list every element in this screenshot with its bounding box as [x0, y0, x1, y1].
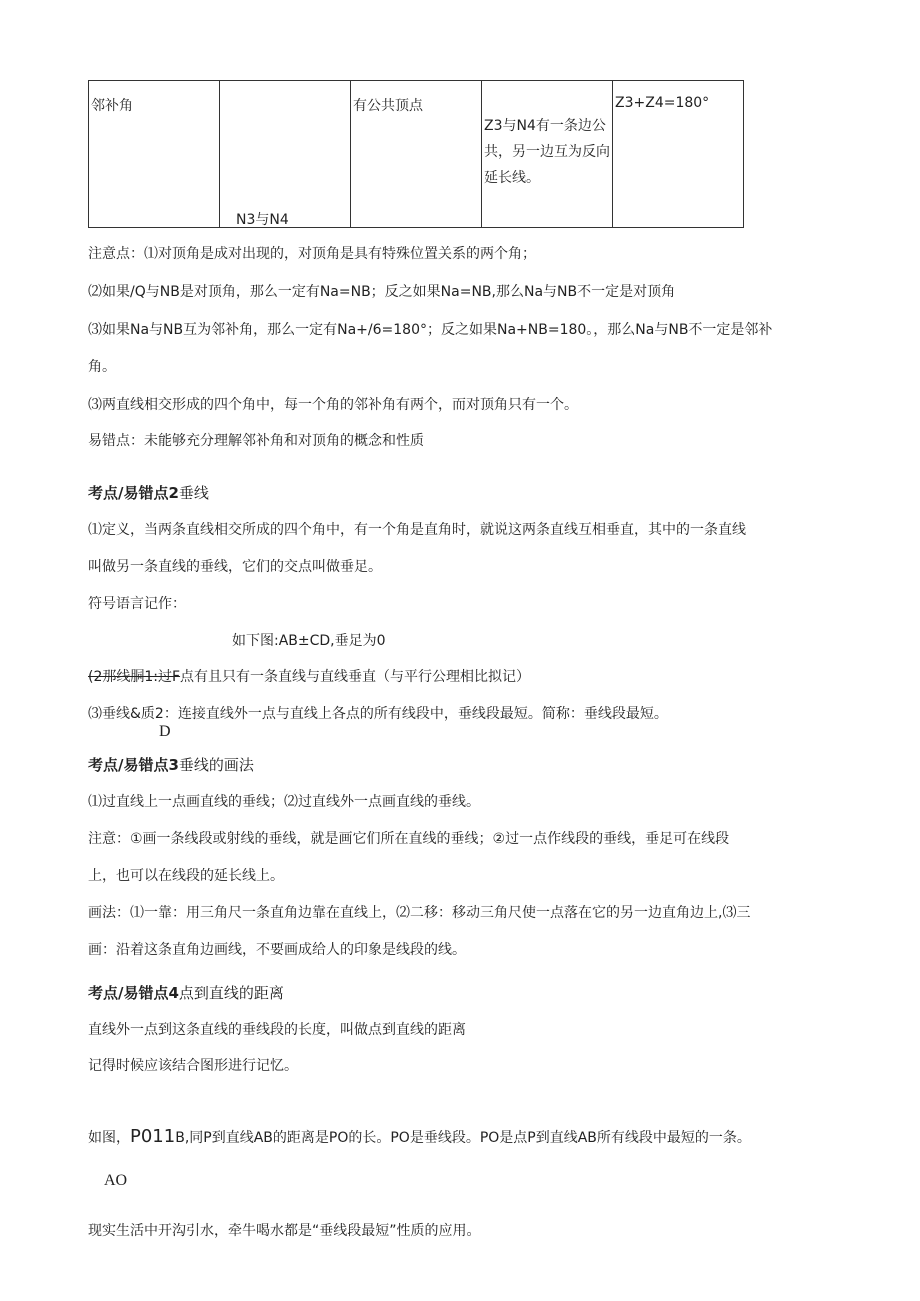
- attention-line-1: 注意：①画一条线段或射线的垂线，就是画它们所在直线的垂线；②过一点作线段的垂线，垂足可在线段: [88, 831, 730, 847]
- drawing-methods: ⑴过直线上一点画直线的垂线；⑵过直线外一点画直线的垂线。: [88, 794, 480, 810]
- figure-label-ao: AO: [104, 1172, 128, 1189]
- symbol-language: 符号语言记作：: [88, 596, 186, 612]
- section-2-heading-rest: 垂线: [178, 484, 209, 502]
- method-line-2: 画：沿着这条直角边画线，不要画成给人的印象是线段的线。: [88, 942, 466, 958]
- note-item-3-line2: 角。: [88, 359, 116, 375]
- note-item-3-line1: ⑶如果Na与NB互为邻补角，那么一定有Na+/6=180°；反之如果Na+NB=180。，那么Na与NB不一定是邻补: [88, 322, 773, 338]
- figure-letter-d: D: [159, 723, 171, 740]
- example-body: B,同P到直线AB的距离是PO的长。PO是垂线段。PO是点P到直线AB所有线段中最短的一条。: [175, 1130, 751, 1146]
- section-3-heading-bold: 考点/易错点3: [88, 756, 179, 774]
- memory-tip: 记得时候应该结合图形进行记忆。: [88, 1058, 298, 1074]
- relation-text: Z3与N4有一条边公共，另一边互为反向延长线。: [484, 118, 610, 186]
- property-1-rest: 点有且只有一条直线与直线垂直（与平行公理相比拟记）: [180, 669, 531, 685]
- property-1-struck: (2那线胴1:过F: [88, 669, 181, 685]
- table-cell-relation: [482, 81, 613, 228]
- example-prefix: 如图，: [88, 1130, 130, 1146]
- table-cell-figure: [220, 81, 351, 228]
- method-line-1: 画法：⑴一靠：用三角尺一条直角边靠在直线上，⑵二移：移动三角尺使一点落在它的另一边直角边上,⑶三: [88, 905, 751, 921]
- table-cell-name: [89, 81, 220, 228]
- feature-text: 有公共顶点: [353, 98, 423, 114]
- table-row: [89, 81, 744, 228]
- section-3-heading-rest: 垂线的画法: [178, 756, 254, 774]
- table-cell-feature: [351, 81, 482, 228]
- formula-text: Z3+Z4=180°: [615, 95, 710, 111]
- application-text: 现实生活中开沟引水，牵牛喝水都是“垂线段最短”性质的应用。: [88, 1223, 481, 1239]
- note-item-2: ⑵如果/Q与NB是对顶角，那么一定有Na=NB；反之如果Na=NB,那么Na与NB不一定是对顶角: [88, 284, 676, 300]
- note-item-4: ⑶两直线相交形成的四个角中，每一个角的邻补角有两个，而对顶角只有一个。: [88, 397, 578, 413]
- section-4-heading-rest: 点到直线的距离: [178, 984, 284, 1002]
- section-2-heading: [88, 483, 209, 503]
- table-cell-formula: [613, 81, 744, 228]
- section-2-heading-bold: 考点/易错点2: [88, 484, 179, 502]
- figure-label: N3与N4: [236, 212, 289, 228]
- attention-line-2: 上，也可以在线段的延长线上。: [88, 868, 284, 884]
- section-3-heading: [88, 755, 254, 775]
- distance-definition: 直线外一点到这条直线的垂线段的长度，叫做点到直线的距离: [88, 1022, 466, 1038]
- section-4-heading-bold: 考点/易错点4: [88, 984, 179, 1002]
- definition-line-2: 叫做另一条直线的垂线，它们的交点叫做垂足。: [88, 559, 382, 575]
- definition-line-1: ⑴定义，当两条直线相交所成的四个角中，有一个角是直角时，就说这两条直线互相垂直，其中的一条直线: [88, 522, 746, 538]
- angle-name: 邻补角: [91, 98, 133, 114]
- example-text: [88, 1127, 751, 1148]
- property-1: [88, 667, 530, 687]
- example-label: P011: [130, 1126, 176, 1147]
- error-point: 易错点：未能够充分理解邻补角和对顶角的概念和性质: [88, 433, 424, 449]
- property-2: ⑶垂线&质2：连接直线外一点与直线上各点的所有线段中，垂线段最短。简称：垂线段最短。: [88, 706, 668, 722]
- figure-note: 如下图:AB±CD,垂足为0: [232, 633, 386, 649]
- section-4-heading: [88, 983, 284, 1003]
- note-intro: 注意点：⑴对顶角是成对出现的，对顶角是具有特殊位置关系的两个角；: [88, 246, 536, 262]
- comparison-table: [88, 80, 744, 228]
